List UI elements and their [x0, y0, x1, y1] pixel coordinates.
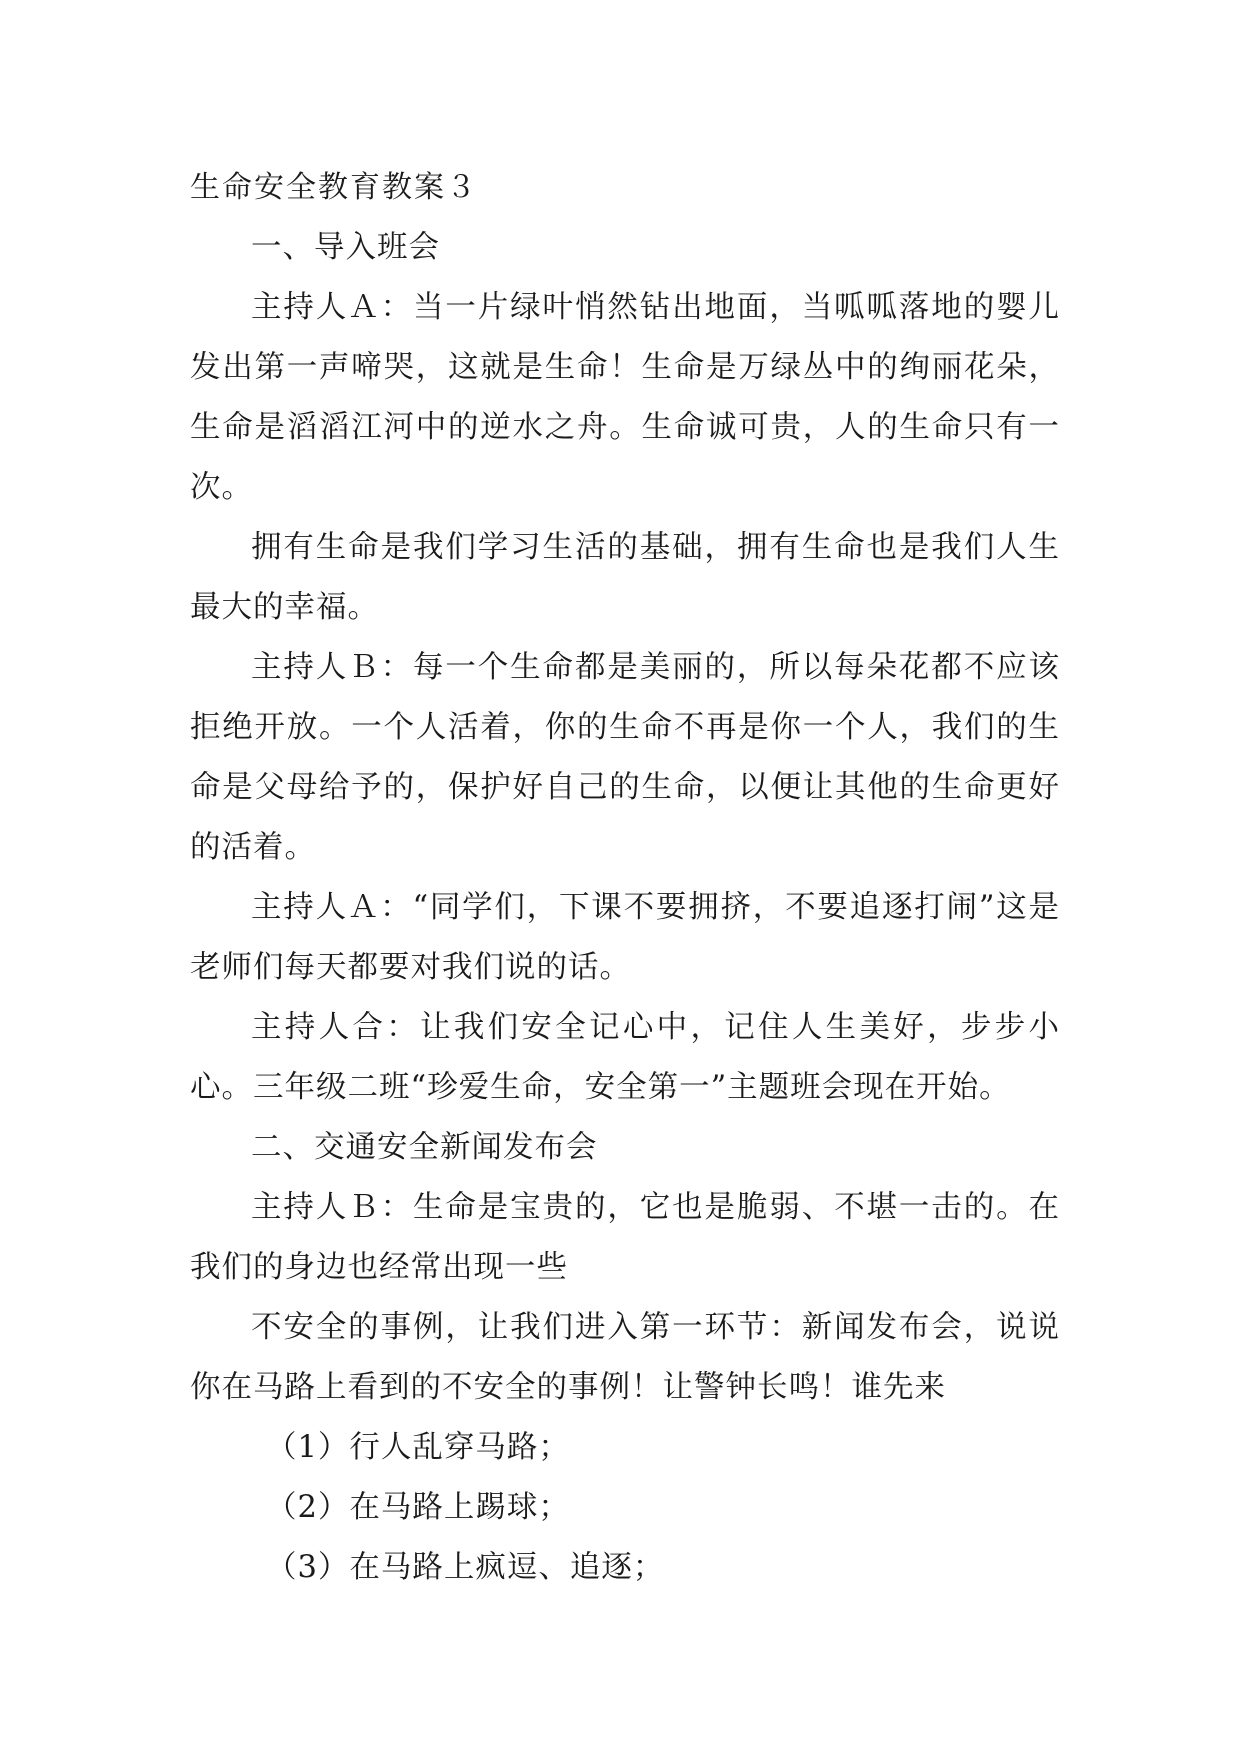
list-item: （2）在马路上踢球；: [266, 1490, 570, 1525]
document-title: 生命安全教育教案３: [190, 170, 478, 205]
paragraph: 主持人Ａ：当一片绿叶悄然钻出地面，当呱呱落地的婴儿发出第一声啼哭，这就是生命！生命是万绿丛中的绚丽花朵，生命是滔滔江河中的逆水之舟。生命诚可贵，人的生命只有一次。: [190, 290, 1060, 505]
list-item: （1）行人乱穿马路；: [266, 1430, 570, 1465]
section-heading-traffic: 二、交通安全新闻发布会: [251, 1130, 598, 1165]
list-item: （3）在马路上疯逗、追逐；: [266, 1550, 665, 1585]
paragraph: 拥有生命是我们学习生活的基础，拥有生命也是我们人生最大的幸福。: [190, 530, 1060, 625]
document-page: [190, 158, 1060, 1598]
paragraph: 不安全的事例，让我们进入第一环节：新闻发布会，说说你在马路上看到的不安全的事例！让警钟长鸣！谁先来: [190, 1310, 1060, 1405]
paragraph: 主持人Ａ：“同学们，下课不要拥挤，不要追逐打闹”这是老师们每天都要对我们说的话。: [190, 890, 1060, 985]
section-heading-intro: 一、导入班会: [251, 230, 440, 265]
paragraph: 主持人合：让我们安全记心中，记住人生美好，步步小心。三年级二班“珍爱生命，安全第一”主题班会现在开始。: [190, 1010, 1060, 1105]
paragraph: 主持人Ｂ：每一个生命都是美丽的，所以每朵花都不应该拒绝开放。一个人活着，你的生命不再是你一个人，我们的生命是父母给予的，保护好自己的生命，以便让其他的生命更好的活着。: [190, 650, 1060, 865]
paragraph: 主持人Ｂ：生命是宝贵的，它也是脆弱、不堪一击的。在我们的身边也经常出现一些: [190, 1190, 1060, 1285]
